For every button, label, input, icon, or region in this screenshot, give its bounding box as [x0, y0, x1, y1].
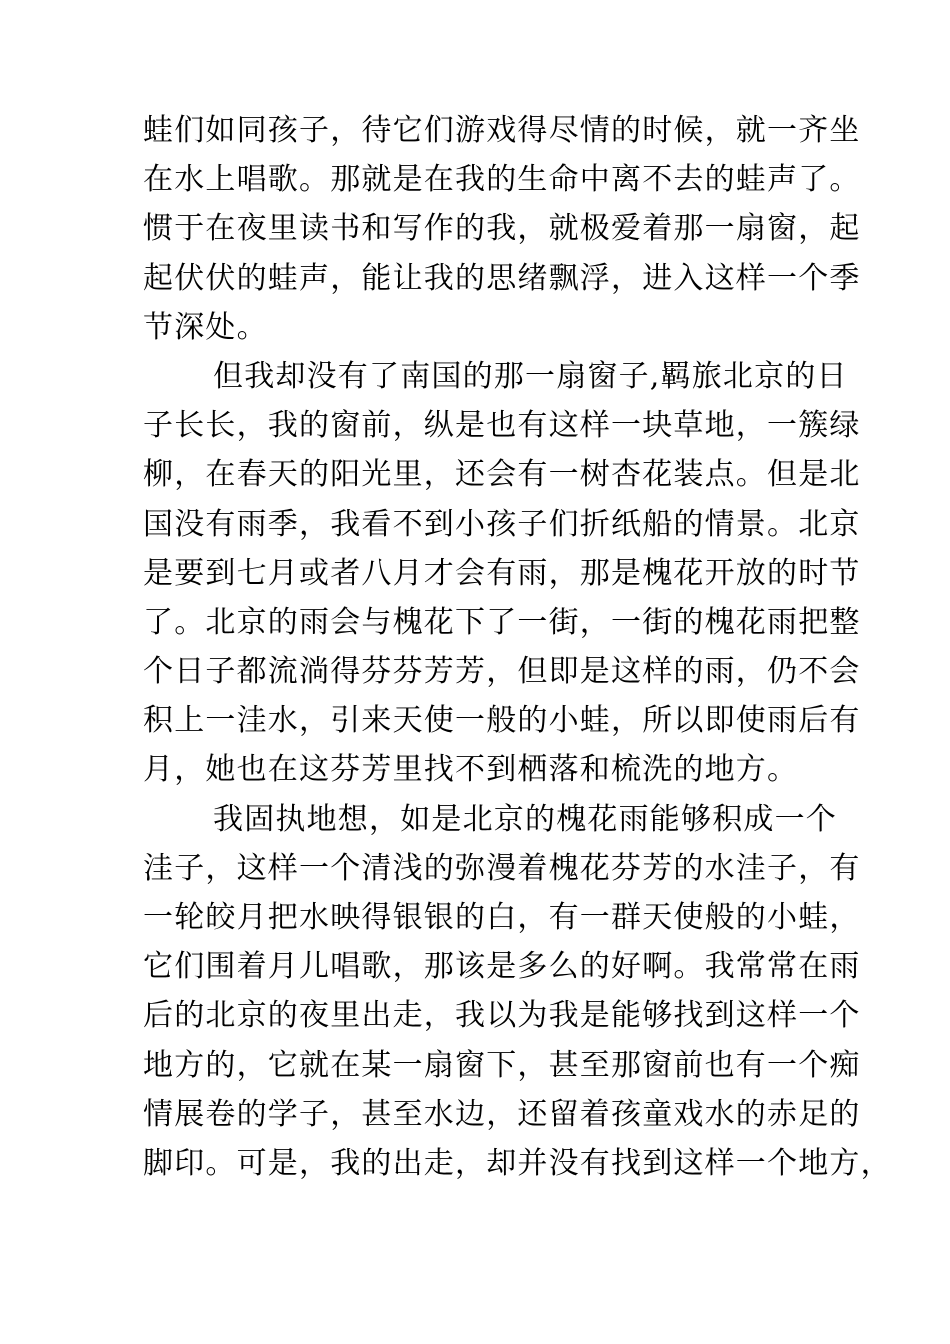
- text-line-22: 脚印。可是，我的出走，却并没有找到这样一个地方，: [143, 1145, 892, 1181]
- text-line-14: 月，她也在这芬芳里找不到栖落和梳洗的地方。: [143, 752, 799, 788]
- body-text: [143, 106, 892, 1188]
- text-line-15: 我固执地想，如是北京的槐花雨能够积成一个: [213, 801, 837, 837]
- text-line-10: 是要到七月或者八月才会有雨，那是槐花开放的时节: [143, 555, 861, 591]
- text-line-11: 了。北京的雨会与槐花下了一街，一街的槐花雨把整: [143, 604, 861, 640]
- text-line-5: 节深处。: [143, 309, 268, 345]
- text-line-12: 个日子都流淌得芬芬芳芳，但即是这样的雨，仍不会: [143, 654, 861, 690]
- text-line-13: 积上一洼水，引来天使一般的小蛙，所以即使雨后有: [143, 703, 861, 739]
- text-line-16: 洼子，这样一个清浅的弥漫着槐花芬芳的水洼子，有: [143, 850, 861, 886]
- text-line-3: 惯于在夜里读书和写作的我，就极爱着那一扇窗，起: [143, 211, 861, 247]
- text-line-6: 但我却没有了南国的那一扇窗子,羁旅北京的日: [213, 358, 848, 394]
- text-line-18: 它们围着月儿唱歌，那该是多么的好啊。我常常在雨: [143, 949, 861, 985]
- text-line-21: 情展卷的学子，甚至水边，还留着孩童戏水的赤足的: [143, 1096, 861, 1132]
- text-line-17: 一轮皎月把水映得银银的白，有一群天使般的小蛙，: [143, 900, 861, 935]
- text-line-2: 在水上唱歌。那就是在我的生命中离不去的蛙声了。: [143, 162, 861, 198]
- text-line-8: 柳，在春天的阳光里，还会有一树杏花装点。但是北: [143, 457, 861, 493]
- text-line-20: 地方的，它就在某一扇窗下，甚至那窗前也有一个痴: [143, 1047, 861, 1083]
- text-line-4: 起伏伏的蛙声，能让我的思绪飘浮，进入这样一个季: [143, 260, 861, 296]
- text-line-9: 国没有雨季，我看不到小孩子们折纸船的情景。北京: [143, 506, 861, 542]
- text-line-1: 蛙们如同孩子，待它们游戏得尽情的时候，就一齐坐: [143, 113, 861, 148]
- text-line-19: 后的北京的夜里出走，我以为我是能够找到这样一个: [143, 998, 861, 1034]
- text-line-7: 子长长，我的窗前，纵是也有这样一块草地，一簇绿: [143, 408, 861, 444]
